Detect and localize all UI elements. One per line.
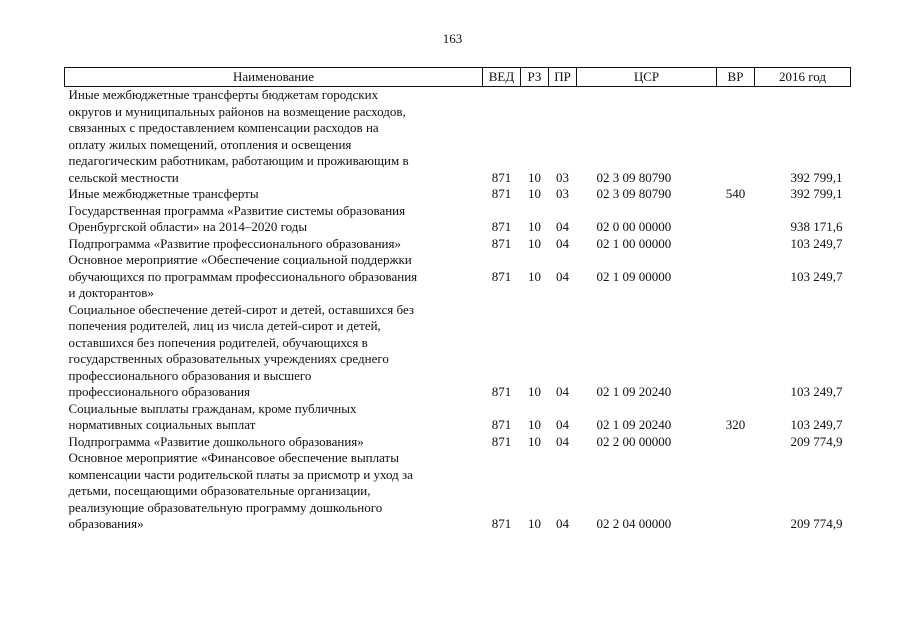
row-name-line: Иные межбюджетные трансферты [68,186,259,201]
row-ved: 871 [491,433,512,449]
row-rz: 10 [528,417,541,432]
row-name-line: Подпрограмма «Развитие дошкольного образования» [68,433,364,449]
row-name [65,450,483,533]
row-name [65,434,483,451]
row-vr [717,236,755,253]
row-vr: 320 [725,417,746,432]
row-name-line: обучающихся по программам профессионального образования [68,268,418,284]
row-amount: 103 249,7 [790,417,843,432]
row-pr: 04 [556,219,569,234]
row-pr: 04 [556,384,569,399]
row-rz: 10 [528,219,541,234]
row-name-line: и докторантов» [68,285,154,300]
table-row [65,252,851,302]
row-rz: 10 [528,384,541,399]
row-pr: 04 [556,516,569,531]
row-csr: 02 3 09 80790 [596,186,672,201]
row-name-line: оставшихся без попечения родителей, обучающихся в [68,334,368,350]
table-row [65,186,851,203]
row-name-line: нормативных социальных выплат [68,417,256,432]
row-csr: 02 1 09 20240 [596,417,672,432]
row-name-line: профессионального образования [68,384,251,399]
row-rz: 10 [528,268,541,284]
row-name-line: образования» [68,516,144,531]
row-ved: 871 [491,235,512,251]
row-name-line: детьми, посещающими образовательные организации, [68,483,371,498]
row-ved: 871 [491,186,512,201]
row-rz: 10 [528,516,541,531]
table-row [65,302,851,401]
row-name-line: профессионального образования и высшего [68,367,312,383]
page-number: 163 [442,31,463,46]
row-rz: 10 [528,433,541,449]
row-name-line: Государственная программа «Развитие системы образования [68,202,406,218]
row-amount: 209 774,9 [790,516,843,531]
row-ved: 871 [491,169,512,185]
row-amount: 103 249,7 [790,268,843,284]
row-csr: 02 2 00 00000 [596,433,672,449]
row-name-line: Основное мероприятие «Финансовое обеспечение выплаты [68,450,399,465]
row-amount: 938 171,6 [790,219,843,234]
row-csr: 02 1 00 00000 [596,235,672,251]
header-name: Наименование [65,68,483,87]
row-vr [717,252,755,302]
row-vr [717,203,755,236]
row-ved: 871 [491,219,512,234]
header-vr: ВР [717,68,755,87]
header-csr: ЦСР [577,68,717,87]
row-pr: 03 [556,169,569,185]
row-pr: 04 [556,235,569,251]
row-vr [717,434,755,451]
row-ved: 871 [491,268,512,284]
row-pr: 04 [556,268,569,284]
row-name-line: Основное мероприятие «Обеспечение социальной поддержки [68,252,412,267]
row-amount: 103 249,7 [790,235,843,251]
row-rz: 10 [528,235,541,251]
row-pr: 03 [556,186,569,201]
row-name-line: компенсации части родительской платы за присмотр и уход за [68,466,413,482]
row-name-line: Социальные выплаты гражданам, кроме публичных [68,400,357,416]
row-name-line: округов и муниципальных районов на возмещение расходов, [68,103,406,119]
row-csr: 02 3 09 80790 [596,169,672,185]
row-amount: 392 799,1 [790,169,843,185]
row-name [65,87,483,187]
row-name-line: реализующие образовательную программу дошкольного [68,499,383,515]
row-amount: 103 249,7 [790,384,843,399]
row-vr [717,302,755,401]
row-name-line: Иные межбюджетные трансферты бюджетам городских [68,87,379,102]
row-name-line: педагогическим работникам, работающим и проживающим в [68,153,409,168]
row-name-line: попечения родителей, лиц из числа детей-сирот и детей, [68,318,381,333]
table-row [65,236,851,253]
row-pr: 04 [556,417,569,432]
row-vr [717,450,755,533]
row-name-line: сельской местности [68,169,179,185]
row-vr: 540 [725,186,746,201]
row-name [65,252,483,302]
row-ved: 871 [491,384,512,399]
row-name [65,302,483,401]
header-rz: РЗ [521,68,549,87]
row-rz: 10 [528,186,541,201]
row-vr [717,87,755,187]
header-ved: ВЕД [483,68,521,87]
row-name-line: Оренбургской области» на 2014–2020 годы [68,219,308,234]
table-row [65,203,851,236]
table-row [65,401,851,434]
header-pr: ПР [549,68,577,87]
row-name-line: Подпрограмма «Развитие профессионального образования» [68,235,401,251]
row-ved: 871 [491,417,512,432]
row-name-line: оплату жилых помещений, отопления и освещения [68,136,352,152]
row-csr: 02 2 04 00000 [596,516,672,531]
row-amount: 392 799,1 [790,186,843,201]
row-name [65,236,483,253]
row-name-line: связанных с предоставлением компенсации расходов на [68,120,379,135]
row-name [65,401,483,434]
row-rz: 10 [528,169,541,185]
row-pr: 04 [556,433,569,449]
table-row [65,450,851,533]
row-name-line: государственных образовательных учреждениях среднего [68,351,389,366]
row-ved: 871 [491,516,512,531]
row-csr: 02 0 00 00000 [596,219,672,234]
budget-table [64,67,851,533]
table-header [65,68,851,87]
row-amount: 209 774,9 [790,433,843,449]
table-body [65,87,851,533]
row-csr: 02 1 09 00000 [596,268,672,284]
row-name [65,203,483,236]
table-row [65,87,851,187]
row-name-line: Социальное обеспечение детей-сирот и детей, оставшихся без [68,301,415,317]
row-name [65,186,483,203]
header-year: 2016 год [755,68,851,87]
table-row [65,434,851,451]
row-csr: 02 1 09 20240 [596,384,672,399]
